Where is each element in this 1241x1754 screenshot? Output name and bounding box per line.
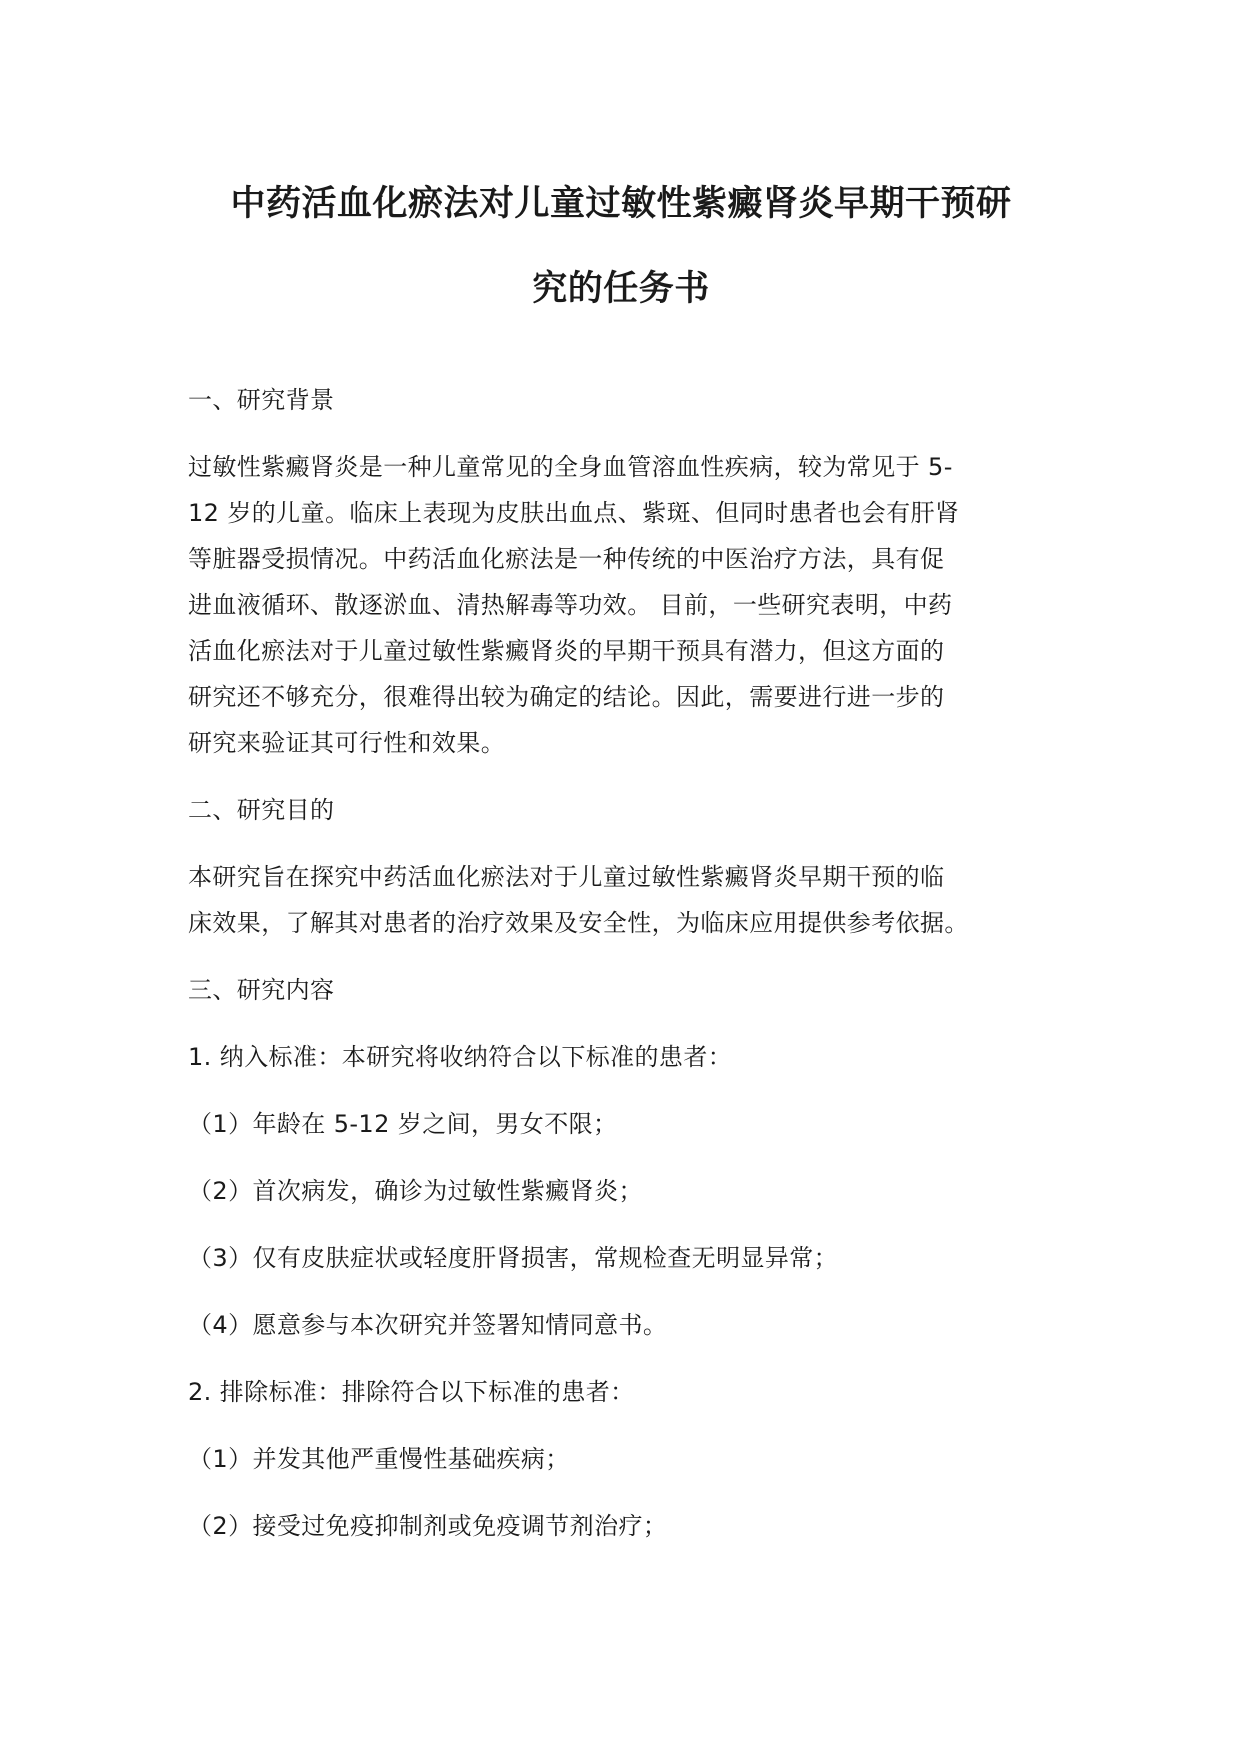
- paragraph-line: 研究来验证其可行性和效果。: [188, 729, 506, 757]
- list-item: （2）首次病发，确诊为过敏性紫癜肾炎；: [188, 1177, 643, 1205]
- paragraph-line: 本研究旨在探究中药活血化瘀法对于儿童过敏性紫癜肾炎早期干预的临: [188, 863, 945, 891]
- paragraph-line: 研究还不够充分，很难得出较为确定的结论。因此，需要进行进一步的: [188, 683, 945, 711]
- list-item: （2）接受过免疫抑制剂或免疫调节剂治疗；: [188, 1512, 668, 1540]
- paragraph-line: 12 岁的儿童。临床上表现为皮肤出血点、紫斑、但同时患者也会有肝肾: [188, 499, 960, 527]
- list-item: （4）愿意参与本次研究并签署知情同意书。: [188, 1311, 668, 1339]
- section-heading-background: 一、研究背景: [188, 386, 335, 414]
- document-title-line-2: 究的任务书: [532, 269, 710, 309]
- section-heading-content: 三、研究内容: [188, 976, 335, 1004]
- list-item: （1）并发其他严重慢性基础疾病；: [188, 1445, 570, 1473]
- criteria-heading-exclusion: 2. 排除标准：排除符合以下标准的患者：: [188, 1378, 635, 1406]
- criteria-heading-inclusion: 1. 纳入标准：本研究将收纳符合以下标准的患者：: [188, 1043, 733, 1071]
- paragraph-line: 床效果，了解其对患者的治疗效果及安全性，为临床应用提供参考依据。: [188, 909, 969, 937]
- list-item: （3）仅有皮肤症状或轻度肝肾损害，常规检查无明显异常；: [188, 1244, 839, 1272]
- paragraph-line: 过敏性紫癜肾炎是一种儿童常见的全身血管溶血性疾病，较为常见于 5-: [188, 453, 953, 481]
- paragraph-line: 进血液循环、散逐淤血、清热解毒等功效。 目前，一些研究表明，中药: [188, 591, 953, 619]
- list-item: （1）年龄在 5-12 岁之间，男女不限；: [188, 1110, 618, 1138]
- document-title-line-1: 中药活血化瘀法对儿童过敏性紫癜肾炎早期干预研: [230, 184, 1012, 224]
- paragraph-line: 等脏器受损情况。中药活血化瘀法是一种传统的中医治疗方法，具有促: [188, 545, 945, 573]
- paragraph-line: 活血化瘀法对于儿童过敏性紫癜肾炎的早期干预具有潜力，但这方面的: [188, 637, 945, 665]
- section-heading-purpose: 二、研究目的: [188, 796, 335, 824]
